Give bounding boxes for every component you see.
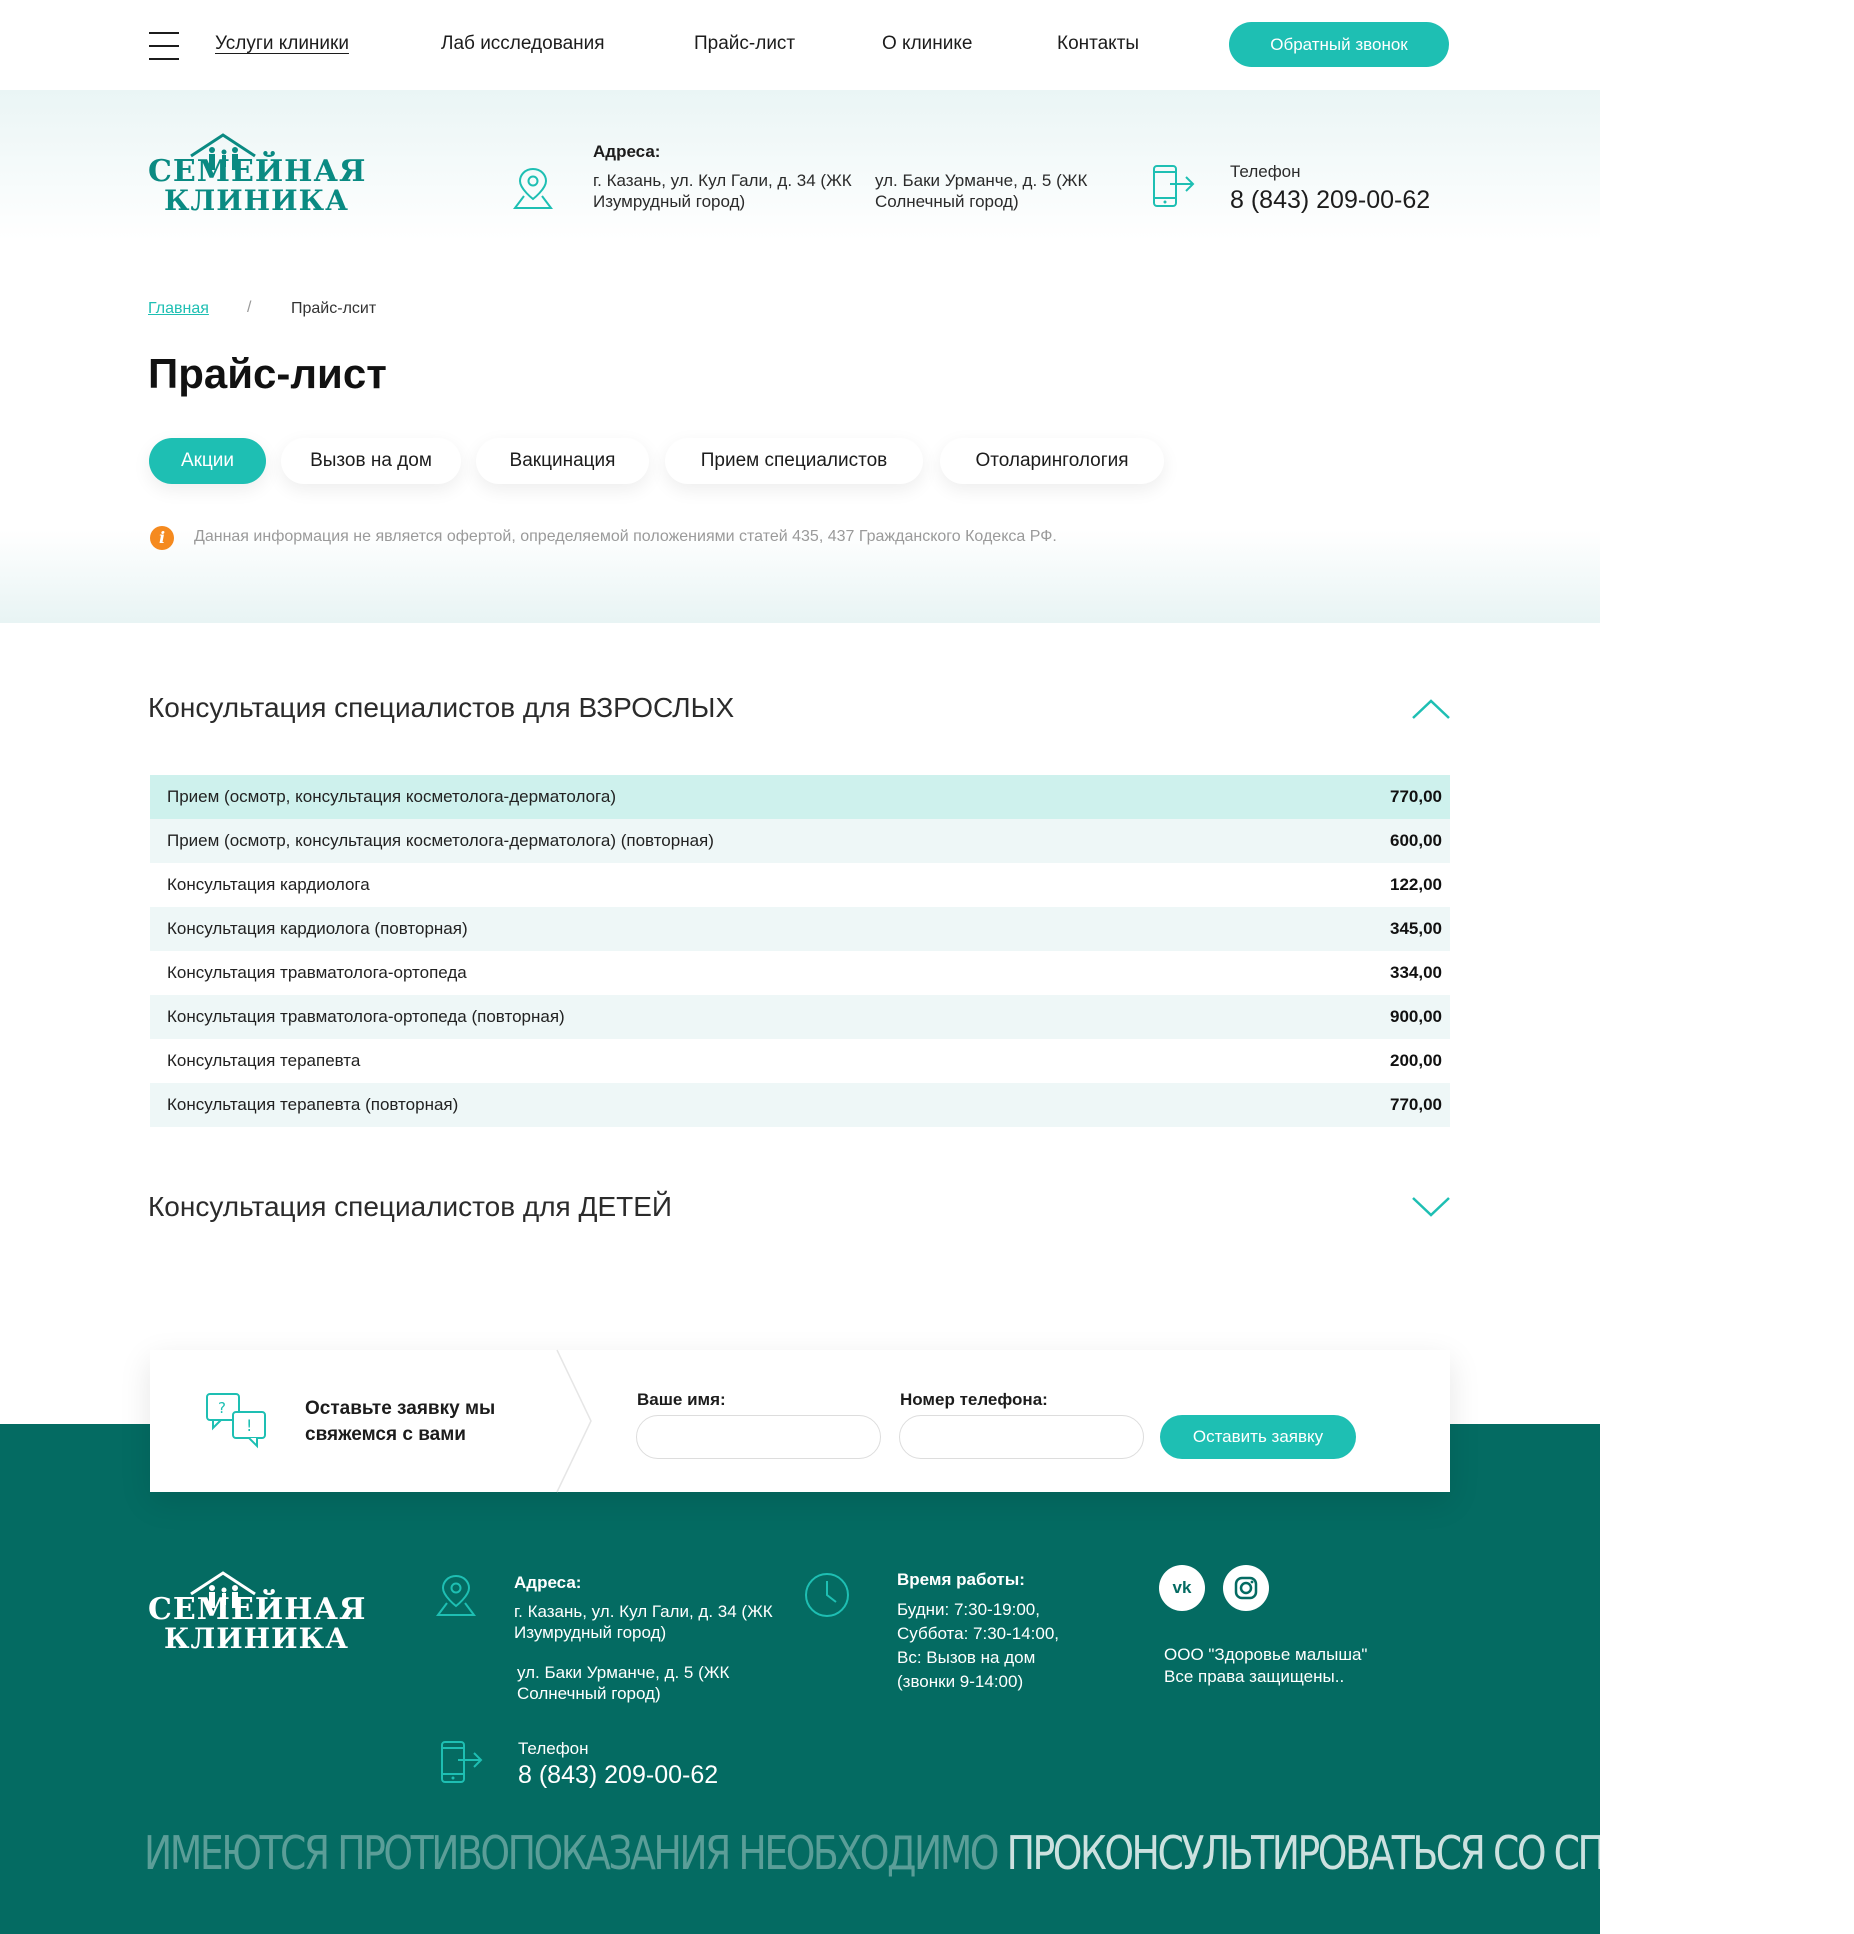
offer-notice: Данная информация не является офертой, определяемой положениями статей 435, 437 Гражданского Кодекса РФ.: [194, 528, 1057, 545]
logo-line2: КЛИНИКА: [164, 184, 349, 217]
callback-form: [150, 1350, 1450, 1492]
hours-line: Будни: 7:30-19:00,: [897, 1600, 1040, 1619]
price-table-adults: [150, 775, 1450, 1127]
tab-home-visit[interactable]: Вызов на дом: [281, 438, 461, 484]
phone-field-label: Номер телефона:: [900, 1390, 1048, 1409]
table-row: [150, 995, 1450, 1039]
tab-specialists[interactable]: Прием специалистов: [665, 438, 923, 484]
service-name: Консультация терапевта: [167, 1051, 361, 1070]
instagram-glyph-icon: [1223, 1565, 1269, 1611]
phone-icon: [440, 1740, 484, 1784]
phone-icon: [1152, 164, 1196, 208]
service-price: 122,00: [1390, 875, 1442, 894]
contraindications-disclaimer: [144, 1826, 1854, 1880]
nav-link-price[interactable]: Прайс-лист: [694, 33, 796, 54]
service-price: 600,00: [1390, 831, 1442, 850]
phone-label: Телефон: [1230, 162, 1301, 181]
service-name: Консультация терапевта (повторная): [167, 1095, 459, 1114]
breadcrumb-current: Прайс-лсит: [291, 300, 377, 317]
disclaimer-part-a: ИМЕЮТСЯ ПРОТИВОПОКАЗАНИЯ НЕОБХОДИМО: [144, 1826, 998, 1880]
company-name: ООО "Здоровье малыша": [1164, 1645, 1368, 1664]
table-row: [150, 1039, 1450, 1083]
logo-line1: СЕМЕЙНАЯ: [148, 154, 367, 189]
vk-icon[interactable]: vk: [1159, 1565, 1205, 1611]
phone-number[interactable]: 8 (843) 209-00-62: [1230, 186, 1431, 214]
logo-line1: СЕМЕЙНАЯ: [148, 1592, 367, 1627]
divider-chevron-icon: [555, 1350, 595, 1492]
table-row: [150, 863, 1450, 907]
service-name: Прием (осмотр, консультация косметолога-дерматолога) (повторная): [167, 831, 714, 850]
chevron-up-icon[interactable]: [1410, 697, 1452, 721]
service-name: Консультация кардиолога: [167, 875, 370, 894]
instagram-icon[interactable]: [1223, 1565, 1269, 1611]
table-row: [150, 1083, 1450, 1127]
tab-otolaryngology[interactable]: Отоларингология: [940, 438, 1164, 484]
hours-line: Вс: Вызов на дом: [897, 1648, 1036, 1667]
callback-button[interactable]: Обратный звонок: [1229, 22, 1449, 67]
service-price: 770,00: [1390, 1095, 1442, 1114]
address-label: Адреса:: [593, 142, 661, 161]
tab-vaccination[interactable]: Вакцинация: [476, 438, 649, 484]
footer-address-2: ул. Баки Урманче, д. 5 (ЖК Солнечный город): [517, 1663, 730, 1703]
page-title: Прайс-лист: [148, 350, 387, 397]
section-adults-title[interactable]: Консультация специалистов для ВЗРОСЛЫХ: [148, 692, 735, 723]
copyright: Все права защищены..: [1164, 1667, 1345, 1686]
footer-phone-label: Телефон: [518, 1739, 589, 1758]
info-icon: i: [150, 526, 174, 550]
nav-link-services[interactable]: Услуги клиники: [215, 33, 349, 54]
footer-phone-number[interactable]: 8 (843) 209-00-62: [518, 1761, 719, 1789]
clock-icon: [803, 1571, 851, 1619]
table-row: [150, 907, 1450, 951]
tab-promo[interactable]: Акции: [149, 438, 266, 484]
svg-text:?: ?: [218, 1399, 226, 1417]
service-price: 770,00: [1390, 787, 1442, 806]
chevron-down-icon[interactable]: [1410, 1195, 1452, 1219]
table-row: [150, 951, 1450, 995]
submit-button[interactable]: Оставить заявку: [1160, 1415, 1356, 1459]
location-pin-icon: [512, 166, 554, 210]
table-row: [150, 819, 1450, 863]
form-cta-text: Оставьте заявку мы свяжемся с вами: [305, 1398, 496, 1445]
disclaimer-part-b: ПРОКОНСУЛЬТИРОВАТЬСЯ СО СПЕЦИАЛИСТОМ: [1006, 1826, 1854, 1880]
service-price: 334,00: [1390, 963, 1442, 982]
breadcrumb-separator: /: [247, 299, 252, 316]
service-name: Консультация травматолога-ортопеда (повторная): [167, 1007, 565, 1026]
service-name: Консультация травматолога-ортопеда: [167, 963, 467, 982]
service-price: 345,00: [1390, 919, 1442, 938]
service-name: Консультация кардиолога (повторная): [167, 919, 468, 938]
address-2: ул. Баки Урманче, д. 5 (ЖК Солнечный город): [875, 171, 1088, 211]
logo[interactable]: [148, 132, 367, 217]
chat-bubbles-icon: [205, 1392, 269, 1448]
service-name: Прием (осмотр, консультация косметолога-дерматолога): [167, 787, 616, 806]
nav-link-about[interactable]: О клинике: [882, 33, 973, 54]
top-nav: [0, 0, 1600, 90]
hours-line: (звонки 9-14:00): [897, 1672, 1024, 1691]
menu-icon[interactable]: [149, 32, 179, 60]
hours-label: Время работы:: [897, 1570, 1025, 1589]
name-label: Ваше имя:: [637, 1390, 726, 1409]
address-1: г. Казань, ул. Кул Гали, д. 34 (ЖК Изумрудный город): [593, 171, 852, 211]
nav-link-contacts[interactable]: Контакты: [1057, 33, 1140, 54]
footer-address-1: г. Казань, ул. Кул Гали, д. 34 (ЖК Изумрудный город): [514, 1602, 773, 1642]
name-input[interactable]: [636, 1415, 881, 1459]
svg-text:!: !: [246, 1416, 253, 1435]
section-children-title[interactable]: Консультация специалистов для ДЕТЕЙ: [148, 1191, 673, 1222]
service-price: 200,00: [1390, 1051, 1442, 1070]
hours-line: Суббота: 7:30-14:00,: [897, 1624, 1060, 1643]
service-price: 900,00: [1390, 1007, 1442, 1026]
breadcrumb-home[interactable]: Главная: [148, 300, 209, 317]
footer-logo[interactable]: [148, 1570, 367, 1655]
nav-link-lab[interactable]: Лаб исследования: [441, 33, 605, 54]
location-pin-icon: [435, 1573, 477, 1617]
footer-address-label: Адреса:: [514, 1573, 582, 1592]
table-row: [150, 775, 1450, 819]
phone-input[interactable]: [899, 1415, 1144, 1459]
logo-line2: КЛИНИКА: [164, 1622, 349, 1655]
